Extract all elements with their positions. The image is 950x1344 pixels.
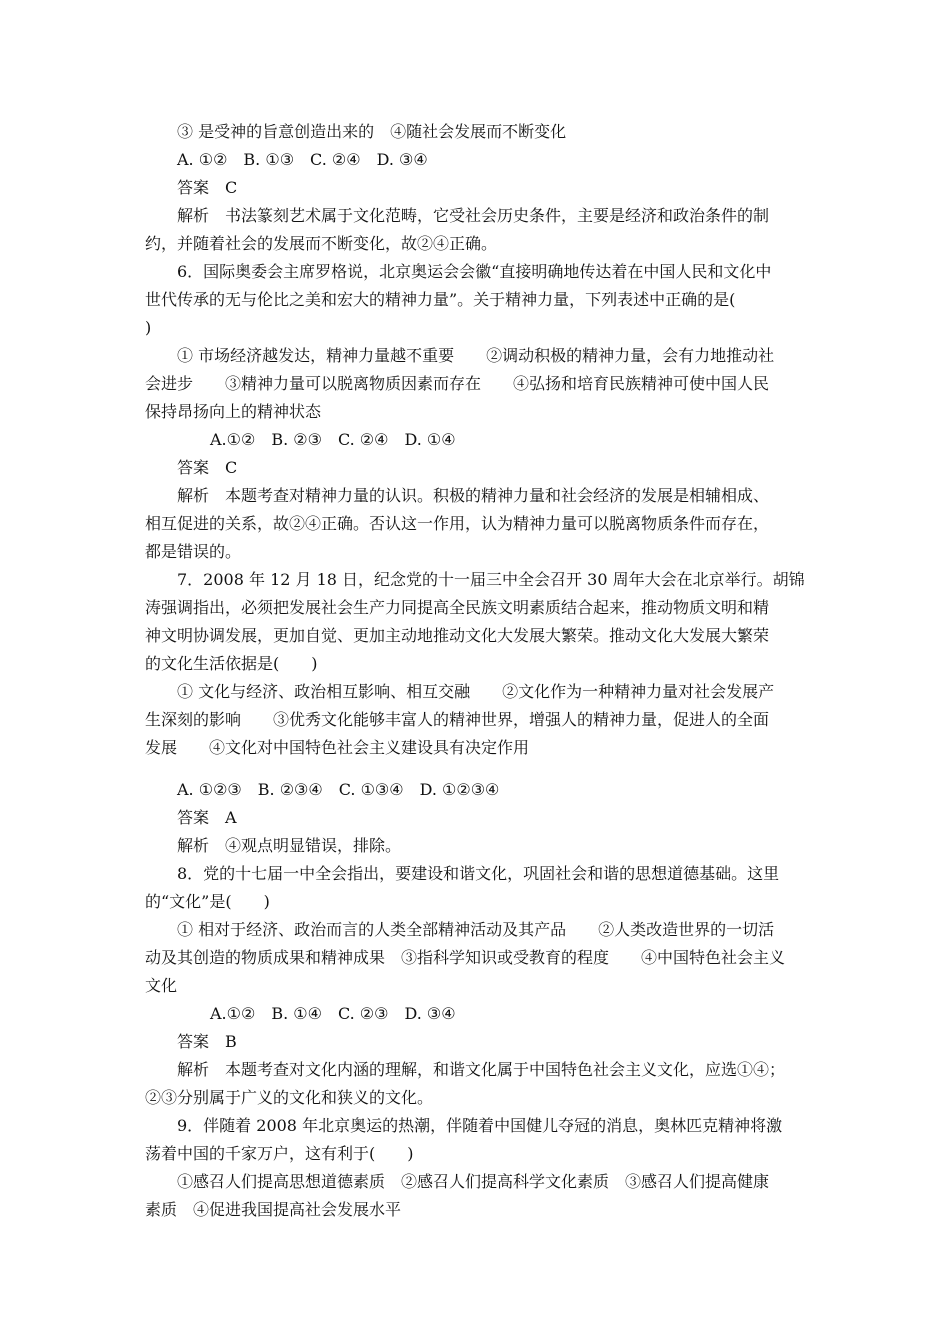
q5-options-continued: ③ 是受神的旨意创造出来的 ④随社会发展而不断变化 <box>177 122 567 141</box>
q8-option-line-1: ① 相对于经济、政治而言的人类全部精神活动及其产品 ②人类改造世界的一切活 <box>177 920 775 939</box>
q5-analysis-line-2: 约，并随着社会的发展而不断变化，故②④正确。 <box>145 234 498 253</box>
q7-option-line-3: 发展 ④文化对中国特色社会主义建设具有决定作用 <box>145 738 530 757</box>
q6-stem-line-1: 6．国际奥委会主席罗格说，北京奥运会会徽“直接明确地传达着在中国人民和文化中 <box>177 262 772 281</box>
q8-stem-line-1: 8．党的十七届一中全会指出，要建设和谐文化，巩固社会和谐的思想道德基础。这里 <box>177 864 780 883</box>
q7-analysis-line-1: 解析 ④观点明显错误，排除。 <box>177 836 402 855</box>
q5-choices: A. ①② B. ①③ C. ②④ D. ③④ <box>177 150 428 169</box>
q8-option-line-2: 动及其创造的物质成果和精神成果 ③指科学知识或受教育的程度 ④中国特色社会主义 <box>145 948 786 967</box>
q7-option-line-2: 生深刻的影响 ③优秀文化能够丰富人的精神世界，增强人的精神力量，促进人的全面 <box>145 710 770 729</box>
q8-analysis-line-2: ②③分别属于广义的文化和狭义的文化。 <box>145 1088 434 1107</box>
q7-answer: 答案 A <box>177 808 237 827</box>
q9-stem-line-1: 9．伴随着 2008 年北京奥运的热潮，伴随着中国健儿夺冠的消息，奥林匹克精神将激 <box>177 1116 783 1135</box>
q5-answer: 答案 C <box>177 178 238 197</box>
q7-stem-line-4: 的文化生活依据是( ) <box>145 654 318 673</box>
q6-option-line-2: 会进步 ③精神力量可以脱离物质因素而存在 ④弘扬和培育民族精神可使中国人民 <box>145 374 770 393</box>
q7-stem-line-1: 7．2008 年 12 月 18 日，纪念党的十一届三中全会召开 30 周年大会在北京举行。胡锦 <box>177 570 805 589</box>
q6-answer: 答案 C <box>177 458 238 477</box>
q9-option-line-2: 素质 ④促进我国提高社会发展水平 <box>145 1200 402 1219</box>
q8-analysis-line-1: 解析 本题考查对文化内涵的理解，和谐文化属于中国特色社会主义文化，应选①④； <box>177 1060 786 1079</box>
q6-option-line-3: 保持昂扬向上的精神状态 <box>145 402 322 421</box>
q8-option-line-3: 文化 <box>145 976 178 995</box>
q6-stem-line-2: 世代传承的无与伦比之美和宏大的精神力量”。关于精神力量，下列表述中正确的是( <box>145 290 736 309</box>
q9-stem-line-2: 荡着中国的千家万户，这有利于( ) <box>145 1144 414 1163</box>
q7-stem-line-3: 神文明协调发展，更加自觉、更加主动地推动文化大发展大繁荣。推动文化大发展大繁荣 <box>145 626 770 645</box>
q8-stem-line-2: 的“文化”是( ) <box>145 892 270 911</box>
q6-analysis-line-2: 相互促进的关系，故②④正确。否认这一作用，认为精神力量可以脱离物质条件而存在， <box>145 514 770 533</box>
q7-option-line-1: ① 文化与经济、政治相互影响、相互交融 ②文化作为一种精神力量对社会发展产 <box>177 682 775 701</box>
q7-choices: A. ①②③ B. ②③④ C. ①③④ D. ①②③④ <box>177 780 500 799</box>
q6-choices: A.①② B. ②③ C. ②④ D. ①④ <box>210 430 456 449</box>
q6-stem-line-3: ) <box>145 318 152 337</box>
q6-analysis-line-3: 都是错误的。 <box>145 542 242 561</box>
q9-option-line-1: ①感召人们提高思想道德素质 ②感召人们提高科学文化素质 ③感召人们提高健康 <box>177 1172 770 1191</box>
q8-answer: 答案 B <box>177 1032 237 1051</box>
q6-analysis-line-1: 解析 本题考查对精神力量的认识。积极的精神力量和社会经济的发展是相辅相成、 <box>177 486 770 505</box>
q5-analysis-line-1: 解析 书法篆刻艺术属于文化范畴，它受社会历史条件，主要是经济和政治条件的制 <box>177 206 770 225</box>
q6-option-line-1: ① 市场经济越发达，精神力量越不重要 ②调动积极的精神力量，会有力地推动社 <box>177 346 775 365</box>
q8-choices: A.①② B. ①④ C. ②③ D. ③④ <box>210 1004 456 1023</box>
q7-stem-line-2: 涛强调指出，必须把发展社会生产力同提高全民族文明素质结合起来，推动物质文明和精 <box>145 598 770 617</box>
